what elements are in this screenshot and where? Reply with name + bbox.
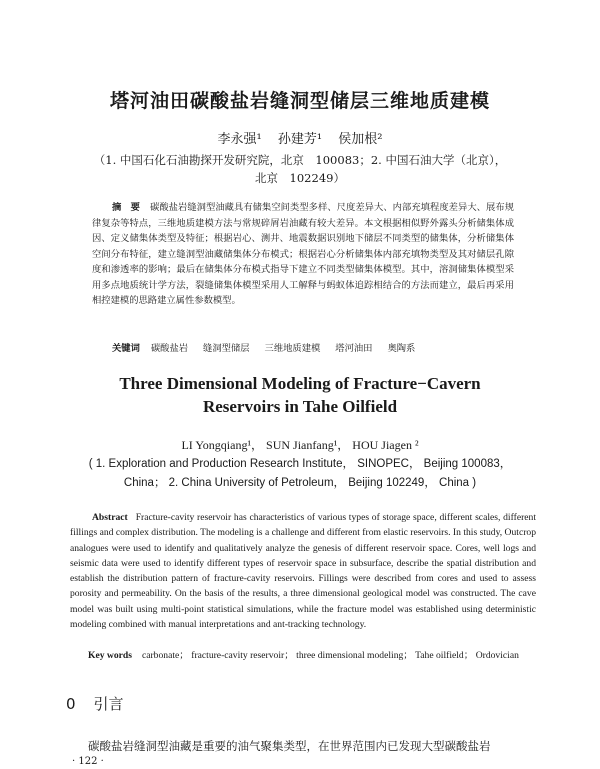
keyword: 奥陶系 xyxy=(387,343,416,354)
keyword: 缝洞型储层 xyxy=(203,343,250,354)
section-heading xyxy=(66,693,124,714)
english-keywords xyxy=(88,647,558,661)
chinese-affiliation-line-2: 北京 102249） xyxy=(255,171,345,185)
chinese-keywords xyxy=(112,340,512,354)
english-title-line-1: Three Dimensional Modeling of Fracture−Cavern xyxy=(119,374,481,393)
english-authors: LI Yongqiang¹， SUN Jianfang¹， HOU Jiagen ² xyxy=(181,438,419,452)
english-title xyxy=(0,372,600,418)
chinese-abstract-label: 摘 要 xyxy=(112,202,141,213)
keyword: 三维地质建模 xyxy=(264,343,321,354)
author-2: 孙建芳¹ xyxy=(277,132,323,147)
english-affiliation-line-2: China； 2. China University of Petroleum， Beijing 102249， China ) xyxy=(123,477,477,489)
chinese-keywords-label: 关键词 xyxy=(112,343,140,354)
chinese-title: 塔河油田碳酸盐岩缝洞型储层三维地质建模 xyxy=(109,90,490,112)
english-abstract xyxy=(70,510,536,632)
english-affiliation-line-1: ( 1. Exploration and Production Research Institute， SINOPEC， Beijing 100083， xyxy=(88,458,512,470)
english-affiliation xyxy=(0,455,600,493)
chinese-authors xyxy=(0,128,600,147)
author-1: 李永强¹ xyxy=(217,132,262,147)
chinese-abstract xyxy=(92,200,514,309)
section-title: 引言 xyxy=(93,695,124,713)
chinese-affiliation-line-1: （1. 中国石化石油勘探开发研究院，北京 100083；2. 中国石油大学（北京）， xyxy=(93,153,507,167)
keyword: 碳酸盐岩 xyxy=(150,343,189,354)
english-title-line-2: Reservoirs in Tahe Oilfield xyxy=(202,397,398,416)
author-3: 侯加根² xyxy=(338,132,383,147)
english-abstract-text: Fracture-cavity reservoir has characteristics of various types of storage space, different scales, different fillings and complex distribution. The modeling is a challenge and different from elastic reservoirs. In this study, Outcrop analogues were used to identify and qualitatively analyze the genesis of different reservoir space. Cores, well logs and seismic data were used to identify different types of reservoir space in subsurface, describe the spatial distribution and establish the distribution pattern of fracture-cavity reservoirs. Fillings were described from cores and used to assess porosity and permeability. On the basis of the results, a three dimensional geological model was constructed. The cave model was built using multi-point statistical simulations, while the fracture model was established using deterministic modeling combined with manual interpretations and ant-tracking technology. xyxy=(70,512,536,631)
english-abstract-label: Abstract xyxy=(92,512,128,523)
chinese-abstract-text: 碳酸盐岩缝洞型油藏具有储集空间类型多样、尺度差异大、内部充填程度差异大、展布规律复杂等特点，三维地质建模方法与常规碎屑岩油藏有较大差异。本文根据相似野外露头分析储集体成因、定义储集体类型及特征；根据岩心、测井、地震数据识别地下储层不同类型的储集体，分析储集体空间分布特征，建立缝洞型油藏储集体分布模式；根据岩心分析储集体内部充填物类型及其对储层孔隙度和渗透率的影响；最后在储集体分布模式指导下建立不同类型储集体模型。其中，溶洞储集体模型采用多点地质统计学方法，裂缝储集体模型采用人工解释与蚂蚁体追踪相结合的方法而建立，最后再采用相控建模的思路建立属性参数模型。 xyxy=(92,202,514,306)
section-number: 0 xyxy=(66,695,76,713)
body-text-first-line: 碳酸盐岩缝洞型油藏是重要的油气聚集类型，在世界范围内已发现大型碳酸盐岩 xyxy=(88,739,491,753)
chinese-affiliation xyxy=(0,151,600,187)
english-keywords-label: Key words xyxy=(88,650,132,661)
english-keywords-text: carbonate； fracture-cavity reservoir； three dimensional modeling； Tahe oilfield； Ordovician xyxy=(141,650,519,661)
keyword: 塔河油田 xyxy=(335,343,373,354)
page-number: · 122 · xyxy=(72,756,104,767)
